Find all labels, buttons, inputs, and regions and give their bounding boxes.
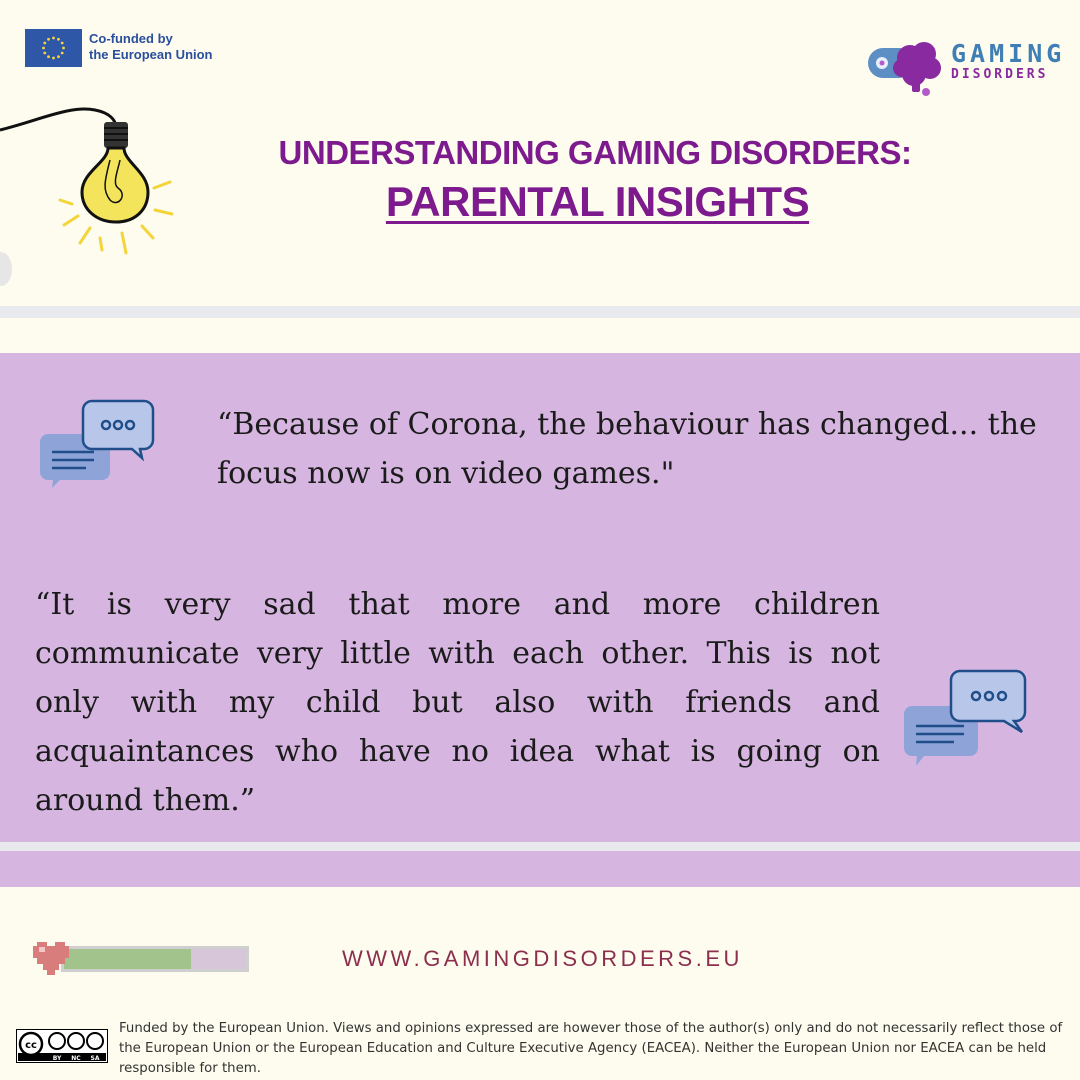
cc-nc-label: NC xyxy=(71,1055,81,1062)
chat-bubbles-icon xyxy=(902,668,1028,768)
health-fill xyxy=(64,949,191,969)
eu-cofunded-label xyxy=(89,31,213,63)
brand-word-disorders: DISORDERS xyxy=(951,67,1049,82)
brand-word-gaming: GAMING xyxy=(951,39,1066,68)
website-link[interactable]: WWW.GAMINGDISORDERS.EU xyxy=(342,946,743,971)
eu-line-1: Co-funded by xyxy=(89,31,173,46)
bottom-strip xyxy=(0,851,1080,887)
cc-by-label: BY xyxy=(52,1055,62,1062)
divider-top xyxy=(0,306,1080,318)
eu-line-2: the European Union xyxy=(89,47,213,62)
pixel-health-bar xyxy=(33,940,251,978)
cc-license-icon xyxy=(16,1029,108,1063)
parent-quote-2: “It is very sad that more and more children communicate very little with each other. This is not only with my child but also with friends and acquaintances who have no idea what is going on around them.” xyxy=(35,587,880,818)
brand-wordmark xyxy=(951,40,1065,83)
parent-quote-1: “Because of Corona, the behaviour has changed... the focus now is on video games." xyxy=(217,407,1037,491)
svg-text:cc: cc xyxy=(25,1040,37,1051)
chat-bubbles-icon xyxy=(38,398,156,490)
funding-disclaimer: Funded by the European Union. Views and opinions expressed are however those of the author(s) only and do not necessarily reflect those of the European Union or the European Education and Culture Executive Agency (EACEA). Neither the European Union nor EACEA can be held responsible for them. xyxy=(119,1021,1063,1076)
eu-flag-icon xyxy=(25,29,82,67)
gamepad-brain-icon xyxy=(866,38,944,98)
page-title: UNDERSTANDING GAMING DISORDERS: xyxy=(278,134,912,171)
divider-bottom xyxy=(0,842,1080,851)
page-subtitle: PARENTAL INSIGHTS xyxy=(385,178,810,225)
cc-sa-label: SA xyxy=(90,1055,100,1062)
